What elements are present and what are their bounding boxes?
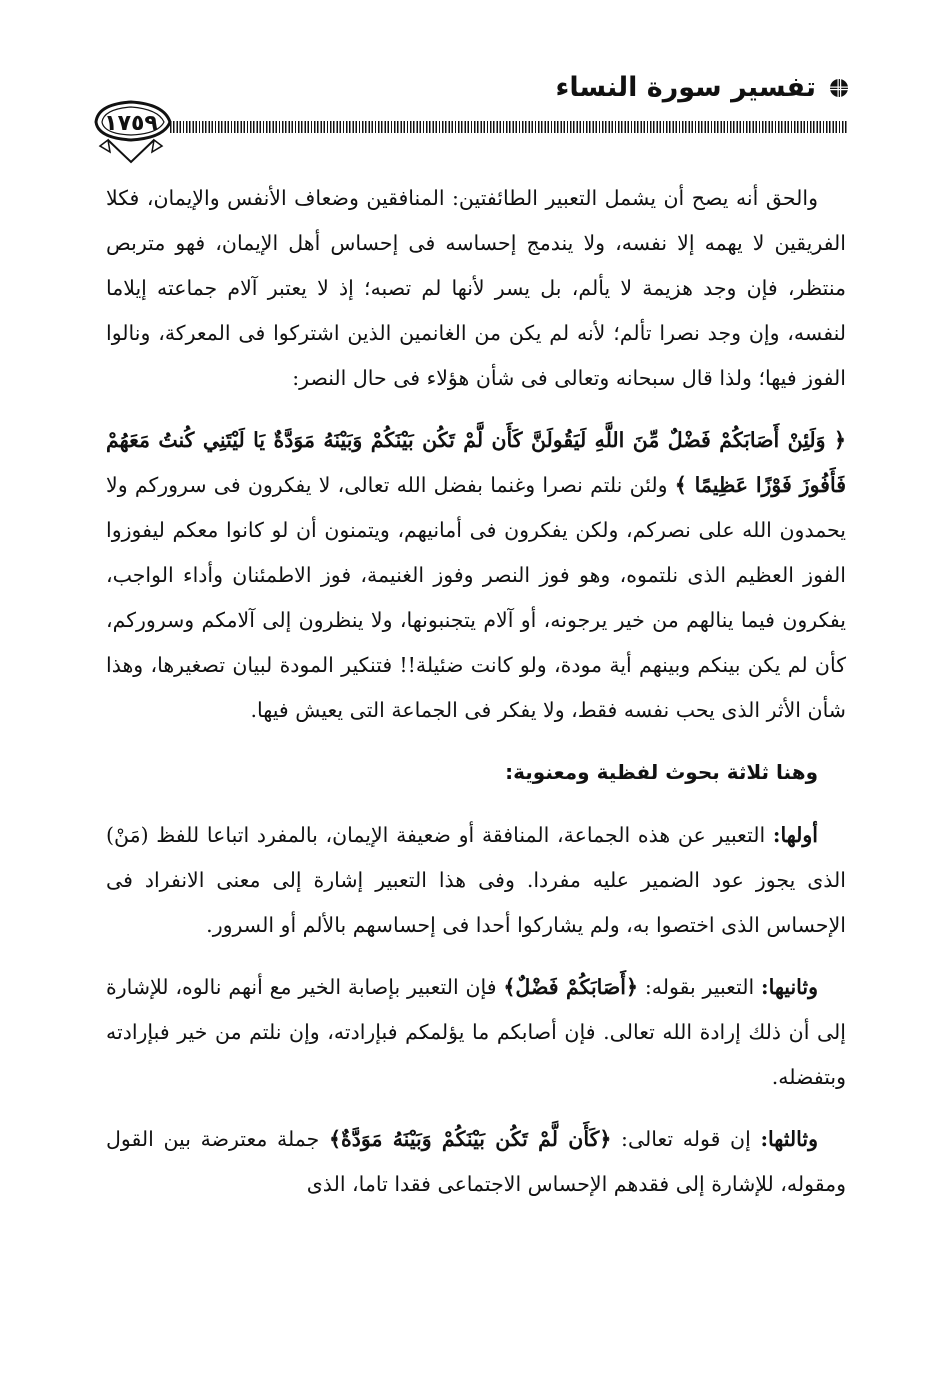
running-header xyxy=(556,72,852,103)
third-point-quran: ﴿كَأَن لَّمْ تَكُن بَيْنَكُمْ وَبَيْنَهُ مَوَدَّةٌ﴾ xyxy=(328,1127,612,1151)
page-number-badge xyxy=(86,92,186,168)
second-point-text-cont: فإن التعبير بإصابة الخير مع أنهم نالوه، للإشارة إلى أن ذلك إرادة الله تعالى. فإن أصابكم ما يؤلمكم فبإرادته، وإن نلتم من خير فبإرادته وبتفضله. xyxy=(106,975,846,1089)
ornament-icon xyxy=(826,77,852,99)
body-text xyxy=(106,176,846,1224)
quran-verse: ﴿ وَلَئِنْ أَصَابَكُمْ فَضْلٌ مِّنَ اللَّهِ لَيَقُولَنَّ كَأَن لَّمْ تَكُن بَيْنَكُمْ وَبَيْنَهُ مَوَدَّةٌ يَا لَيْتَنِي كُنتُ مَعَهُمْ فَأَفُوزَ فَوْزًا عَظِيمًا ﴾ xyxy=(106,428,847,497)
first-point-label: أولها: xyxy=(772,823,818,847)
page-number: ١٧٥٩ xyxy=(104,111,158,136)
paragraph-2 xyxy=(106,418,846,733)
second-point-quran: ﴿أَصَابَكُمْ فَضْلٌ﴾ xyxy=(503,975,639,999)
paragraph-third-point xyxy=(106,1117,846,1207)
third-point-label: وثالثها: xyxy=(760,1127,818,1151)
paragraph-2-text: ولئن نلتم نصرا وغنما بفضل الله تعالى، لا يفكرون فى سروركم ولا يحمدون الله على نصركم، ولكن يفكرون فى أمانيهم، ويتمنون أن لو كانوا معكم ليفوزوا الفوز العظيم الذى نلتموه، وهو فوز النصر وفوز الغنيمة، فوز الاطمئنان وأداء الواجب، يفكرون فيما ينالهم من خير يرجونه، أو آلام يتجنبونها، ولا ينظرون إلى آلامكم وسروركم، كأن لم يكن بينكم وبينهم أية مودة، ولو كانت ضئيلة!! فتنكير المودة لبيان تصغيرها، وهذا شأن الأثر الذى يحب نفسه فقط، ولا يفكر فى الجماعة التى يعيش فيها. xyxy=(106,473,846,722)
section-heading: وهنا ثلاثة بحوث لفظية ومعنوية: xyxy=(505,760,818,784)
second-point-text: التعبير بقوله: xyxy=(638,975,761,999)
third-point-text-cont: جملة معترضة بين القول ومقوله، للإشارة إلى فقدهم الإحساس الاجتماعى فقدا تاما، الذى xyxy=(106,1127,846,1196)
second-point-label: وثانيها: xyxy=(761,975,819,999)
first-point-text: التعبير عن هذه الجماعة، المنافقة أو ضعيفة الإيمان، بالمفرد اتباعا للفظ (مَنْ) الذى يجوز عود الضمير عليه مفردا. وفى هذا التعبير إشارة إلى معنى الانفراد فى الإحساس الذى اختصوا به، ولم يشاركوا أحدا فى إحساسهم بالألم أو السرور. xyxy=(106,823,846,937)
running-header-title: تفسير سورة النساء xyxy=(555,72,816,103)
header-rule xyxy=(170,121,848,133)
third-point-text: إن قوله تعالى: xyxy=(611,1127,761,1151)
paragraph-1: والحق أنه يصح أن يشمل التعبير الطائفتين: المنافقين وضعاف الأنفس والإيمان، فكلا الفريقين لا يهمه إلا نفسه، ولا يندمج إحساسه فى إحساس أهل الإيمان، فهو متربص منتظر، فإن وجد هزيمة لا يألم، بل يسر لأنها لم تصبه؛ إذ لا يعتبر آلام جماعته إيلاما لنفسه، وإن وجد نصرا تألم؛ لأنه لم يكن من الغانمين الذين اشتركوا فى المعركة، ونالوا الفوز فيها؛ ولذا قال سبحانه وتعالى فى شأن هؤلاء فى حال النصر: xyxy=(106,186,846,390)
paragraph-first-point xyxy=(106,813,846,948)
paragraph-second-point xyxy=(106,965,846,1100)
